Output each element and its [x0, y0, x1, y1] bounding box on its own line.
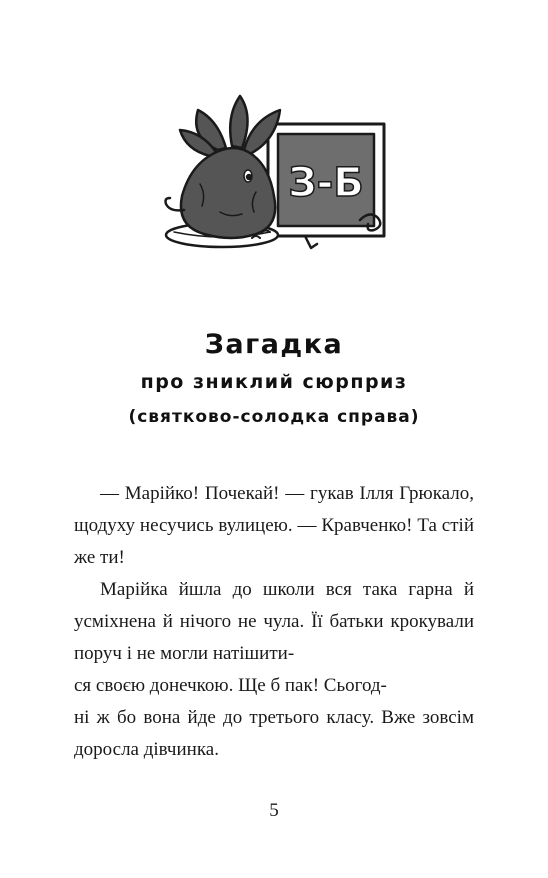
text-line: Марійка йшла до школи вся така гарна	[100, 579, 453, 600]
text-line: Кравченко! Та стій же ти!	[74, 515, 474, 568]
chapter-title-second: про зниклий сюрприз	[140, 371, 408, 393]
text-line: — Марійко! Почекай! — гукав Ілля	[100, 483, 394, 504]
paragraph	[74, 478, 474, 574]
paragraph	[74, 574, 474, 766]
text-line: зовсім доросла дівчинка.	[74, 707, 474, 760]
chapter-title	[0, 328, 548, 429]
text-line: й усміхнена й нічого не чула. Її батьки	[74, 579, 475, 632]
chapter-subtitle: (святково-солодка справа)	[128, 407, 420, 427]
chapter-body	[74, 478, 474, 766]
page-number: 5	[269, 800, 279, 821]
beet-with-chalkboard-icon	[160, 92, 390, 262]
text-line: крокували поруч і не могли натішити-	[74, 611, 475, 664]
chapter-title-main: Загадка	[204, 329, 344, 360]
text-line: Грюкало, щодуху несучись вулицею. —	[74, 483, 474, 536]
text-line: ні ж бо вона йде до третього класу. Вже	[74, 707, 416, 728]
text-line: ся своєю донечкою. Ще б пак! Сьогод-	[74, 675, 387, 696]
board-label: З-Б	[288, 160, 364, 206]
chapter-illustration	[160, 92, 390, 262]
